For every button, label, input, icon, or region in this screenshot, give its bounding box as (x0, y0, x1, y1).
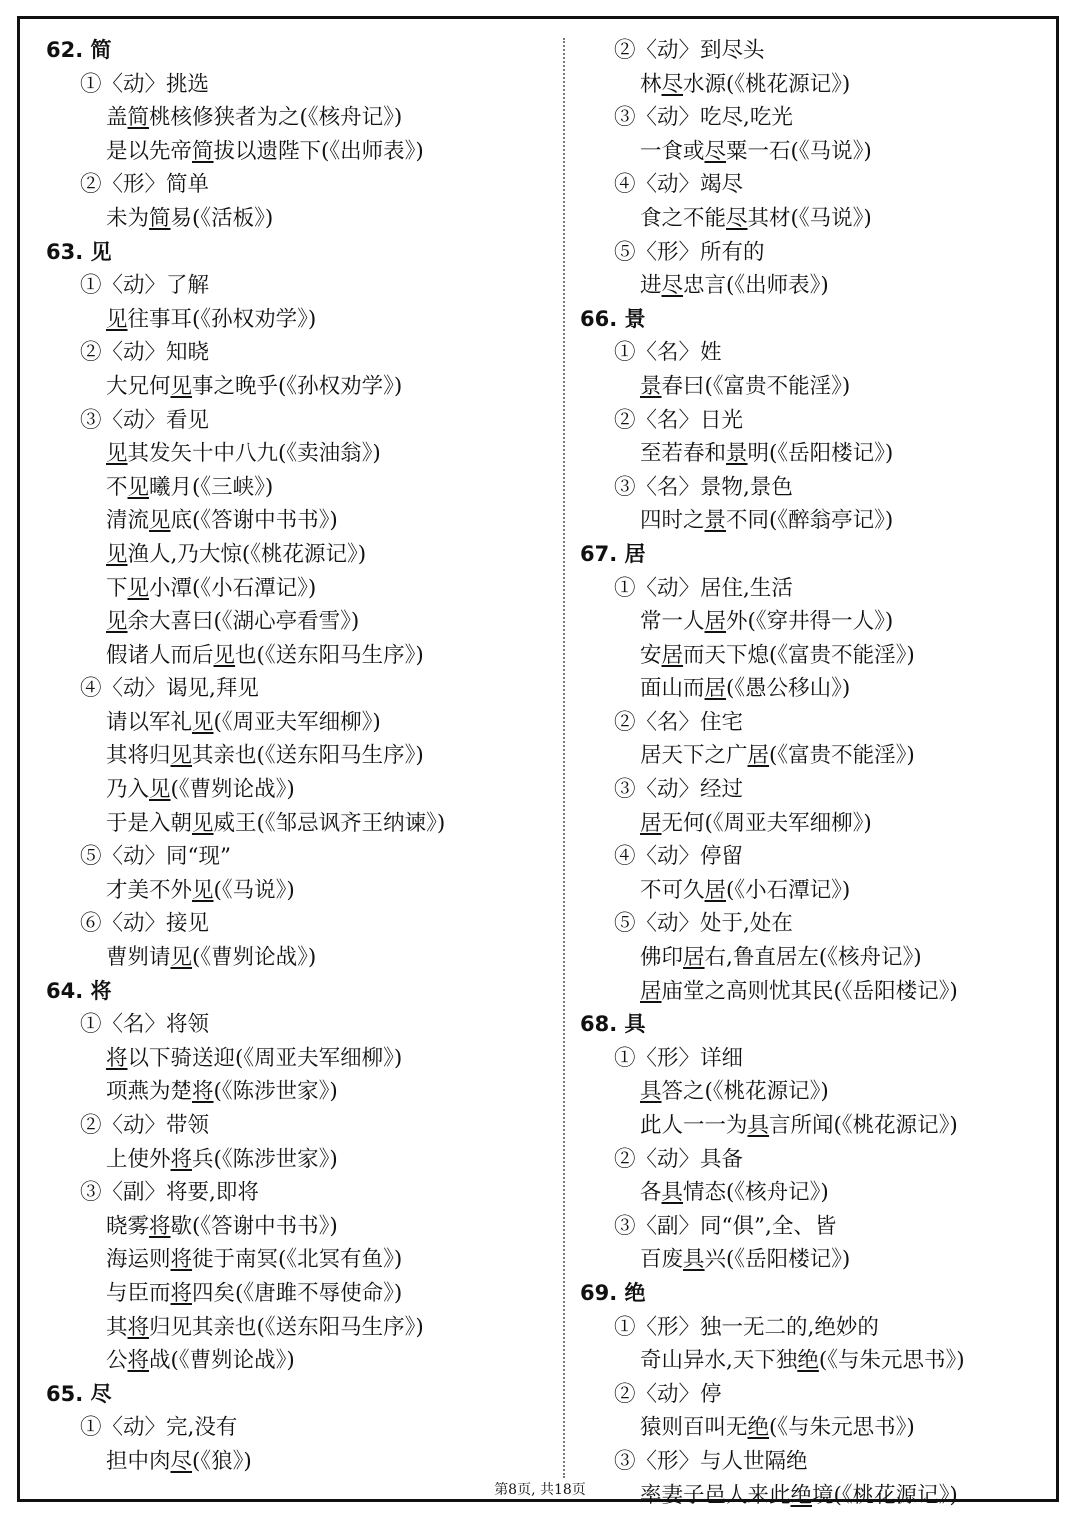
underlined-keyword: 具 (661, 1180, 684, 1206)
example-pre: 其将归 (106, 743, 171, 769)
underlined-keyword: 见 (170, 743, 193, 769)
underlined-keyword: 将 (149, 1213, 171, 1239)
underlined-keyword: 绝 (747, 1415, 770, 1441)
sense-line: ④〈动〉竭尽 (614, 172, 744, 198)
example-pre: 公 (106, 1348, 128, 1374)
example-pre: 盖 (106, 105, 128, 131)
example-post: (《与朱元思书》) (769, 1415, 915, 1441)
underlined-keyword: 见 (149, 508, 171, 534)
example-post: 小潭(《小石潭记》) (149, 575, 317, 601)
example-sentence (46, 1445, 546, 1479)
underlined-keyword: 将 (170, 1280, 193, 1306)
example-pre: 曹刿请 (106, 945, 171, 971)
example-sentence (580, 1243, 1050, 1277)
example-post: (《狼》) (192, 1448, 252, 1474)
example-pre: 于是入朝 (106, 810, 193, 836)
example-post: 忠言(《出师表》) (683, 273, 829, 299)
sense-line: ①〈形〉详细 (614, 1045, 744, 1071)
sense-line: ①〈动〉居住,生活 (614, 575, 793, 601)
example-sentence (46, 941, 546, 975)
example-pre: 四时之 (640, 508, 705, 534)
underlined-keyword: 见 (170, 945, 193, 971)
example-sentence (46, 1210, 546, 1244)
example-post: 战(《曹刿论战》) (149, 1348, 295, 1374)
example-post: 言所闻(《桃花源记》) (769, 1113, 958, 1138)
example-post: 底(《答谢中书书》) (170, 508, 338, 534)
entry-heading: 63. 见 (46, 239, 112, 264)
underlined-keyword: 居 (704, 676, 727, 702)
example-pre: 担中肉 (106, 1448, 171, 1474)
example-sentence (46, 471, 546, 505)
example-sentence (46, 303, 546, 337)
example-post: 渔人,乃大惊(《桃花源记》) (127, 541, 367, 567)
underlined-keyword: 见 (106, 441, 128, 467)
entry-heading: 64. 将 (46, 978, 112, 1003)
example-pre: 居天下之广 (640, 743, 748, 769)
example-post: (《与朱元思书》) (818, 1348, 965, 1374)
underlined-keyword: 居 (747, 743, 770, 769)
sense-line: ⑥〈动〉接见 (80, 911, 210, 937)
entry-heading: 67. 居 (580, 541, 646, 566)
example-sentence (580, 437, 1050, 471)
sense-line: ①〈动〉了解 (80, 273, 210, 299)
example-sentence (580, 1075, 1050, 1109)
example-post: (《愚公移山》) (726, 676, 851, 702)
example-pre: 才美不外 (106, 877, 193, 903)
sense-line: ③〈动〉看见 (80, 407, 210, 433)
underlined-keyword: 绝 (790, 1482, 813, 1508)
underlined-keyword: 具 (747, 1113, 770, 1138)
example-pre: 佛印 (640, 945, 684, 971)
sense-line: ⑤〈动〉处于,处在 (614, 911, 793, 937)
example-sentence (580, 202, 1050, 236)
example-sentence (46, 1344, 546, 1378)
example-post: 事之晚乎(《孙权劝学》) (192, 373, 403, 399)
underlined-keyword: 见 (192, 877, 214, 903)
example-post: 桃核修狭者为之(《核舟记》) (149, 105, 403, 131)
underlined-keyword: 见 (127, 575, 150, 601)
example-post: 不同(《醉翁亭记》) (726, 508, 894, 534)
underlined-keyword: 将 (170, 1247, 193, 1273)
column-divider (563, 38, 565, 1478)
example-post: 曦月(《三峡》) (149, 474, 274, 500)
underlined-keyword: 将 (106, 1045, 128, 1071)
example-post: 答之(《桃花源记》) (661, 1079, 829, 1105)
example-sentence (46, 739, 546, 773)
example-post: (《曹刿论战》) (192, 945, 317, 971)
example-post: 徙于南冥(《北冥有鱼》) (192, 1247, 403, 1273)
underlined-keyword: 将 (170, 1146, 193, 1172)
example-sentence (580, 874, 1050, 908)
entry-heading: 69. 绝 (580, 1280, 646, 1305)
example-pre: 常一人 (640, 609, 705, 635)
underlined-keyword: 见 (149, 777, 171, 803)
example-post: 归见其亲也(《送东阳马生序》) (149, 1314, 424, 1340)
example-sentence (580, 941, 1050, 975)
example-sentence (580, 605, 1050, 639)
underlined-keyword: 绝 (797, 1348, 819, 1374)
example-sentence (46, 1277, 546, 1311)
example-pre: 面山而 (640, 676, 705, 702)
example-sentence (46, 437, 546, 471)
underlined-keyword: 见 (106, 609, 128, 635)
example-post: (《曹刿论战》) (170, 777, 295, 803)
sense-line: ⑤〈形〉所有的 (614, 239, 765, 265)
underlined-keyword: 尽 (704, 138, 727, 164)
example-post: 兴(《岳阳楼记》) (704, 1247, 851, 1273)
underlined-keyword: 具 (683, 1247, 705, 1273)
sense-line: ①〈名〉姓 (614, 340, 722, 366)
example-sentence (46, 135, 546, 169)
example-post: 以下骑送迎(《周亚夫军细柳》) (127, 1045, 403, 1071)
example-sentence (46, 1311, 546, 1345)
example-pre: 率妻子邑人来此 (640, 1482, 791, 1508)
underlined-keyword: 简 (127, 105, 150, 131)
example-post: 歇(《答谢中书书》) (170, 1213, 338, 1239)
example-sentence (580, 504, 1050, 538)
example-post: 粟一石(《马说》) (726, 138, 872, 164)
sense-line: ①〈动〉挑选 (80, 71, 210, 97)
example-pre: 此人一一为 (640, 1113, 748, 1138)
example-sentence (46, 773, 546, 807)
entry-heading: 66. 景 (580, 306, 646, 331)
example-pre: 不 (106, 474, 128, 500)
underlined-keyword: 简 (192, 138, 214, 164)
example-post: 威王(《邹忌讽齐王纳谏》) (213, 810, 446, 836)
example-pre: 清流 (106, 508, 150, 534)
example-post: 也(《送东阳马生序》) (235, 642, 424, 668)
example-post: (《陈涉世家》) (213, 1079, 338, 1105)
underlined-keyword: 尽 (170, 1448, 193, 1474)
example-sentence (46, 202, 546, 236)
example-post: 右,鲁直居左(《核舟记》) (704, 945, 922, 971)
underlined-keyword: 见 (170, 373, 193, 399)
underlined-keyword: 居 (640, 810, 662, 836)
example-post: (《小石潭记》) (726, 877, 851, 903)
entry-heading: 62. 简 (46, 38, 112, 62)
example-sentence (580, 269, 1050, 303)
sense-line: ⑤〈动〉同“现” (80, 844, 231, 870)
example-pre: 不可久 (640, 877, 705, 903)
sense-line: ②〈动〉知晓 (80, 340, 210, 366)
sense-line: ④〈动〉停留 (614, 844, 744, 870)
sense-line: ③〈副〉同“俱”,全、皆 (614, 1213, 837, 1239)
example-pre: 项燕为楚 (106, 1079, 193, 1105)
example-sentence (46, 1042, 546, 1076)
example-sentence (580, 1109, 1050, 1143)
example-sentence (46, 538, 546, 572)
underlined-keyword: 将 (192, 1079, 214, 1105)
example-pre: 一食或 (640, 138, 705, 164)
example-sentence (580, 639, 1050, 673)
underlined-keyword: 见 (127, 474, 150, 500)
sense-line: ②〈动〉具备 (614, 1146, 744, 1172)
right-column (580, 34, 1050, 1512)
underlined-keyword: 见 (213, 642, 236, 668)
example-sentence (46, 807, 546, 841)
example-pre: 进 (640, 273, 662, 299)
example-pre: 至若春和 (640, 441, 727, 467)
example-pre: 乃入 (106, 777, 150, 803)
example-sentence (46, 1243, 546, 1277)
underlined-keyword: 将 (127, 1348, 150, 1374)
entry-heading: 65. 尽 (46, 1381, 112, 1406)
example-post: 而天下熄(《富贵不能淫》) (683, 642, 915, 668)
example-pre: 其 (106, 1314, 128, 1340)
sense-line: ②〈动〉带领 (80, 1113, 210, 1138)
underlined-keyword: 景 (640, 373, 662, 399)
example-sentence (46, 706, 546, 740)
example-pre: 林 (640, 71, 662, 97)
example-post: (《马说》) (213, 877, 295, 903)
example-pre: 请以军礼 (106, 709, 193, 735)
underlined-keyword: 将 (127, 1314, 150, 1340)
sense-line: ③〈动〉吃尽,吃光 (614, 105, 793, 131)
example-sentence (580, 68, 1050, 102)
left-column (46, 34, 546, 1479)
example-post: (《富贵不能淫》) (769, 743, 915, 769)
sense-line: ②〈动〉到尽头 (614, 38, 765, 63)
underlined-keyword: 尽 (661, 71, 684, 97)
sense-line: ③〈副〉将要,即将 (80, 1180, 259, 1206)
underlined-keyword: 居 (640, 978, 662, 1004)
example-pre: 百废 (640, 1247, 684, 1273)
example-sentence (580, 1344, 1050, 1378)
example-sentence (580, 370, 1050, 404)
example-post: 境(《桃花源记》) (812, 1482, 958, 1508)
example-sentence (46, 572, 546, 606)
example-sentence (46, 370, 546, 404)
underlined-keyword: 见 (192, 709, 214, 735)
example-sentence (46, 605, 546, 639)
example-sentence (580, 739, 1050, 773)
example-post: 其材(《马说》) (747, 205, 872, 231)
example-pre: 与臣而 (106, 1280, 171, 1306)
sense-line: ①〈动〉完,没有 (80, 1415, 238, 1441)
example-sentence (46, 874, 546, 908)
example-pre: 是以先帝 (106, 138, 193, 164)
sense-line: ②〈形〉简单 (80, 172, 210, 198)
example-post: (《周亚夫军细柳》) (213, 709, 381, 735)
example-pre: 假诸人而后 (106, 642, 214, 668)
example-post: 其亲也(《送东阳马生序》) (192, 743, 424, 769)
underlined-keyword: 见 (106, 541, 128, 567)
example-sentence (46, 1075, 546, 1109)
example-sentence (46, 504, 546, 538)
example-pre: 食之不能 (640, 205, 727, 231)
example-sentence (580, 672, 1050, 706)
example-post: 四矣(《唐雎不辱使命》) (192, 1280, 403, 1306)
underlined-keyword: 居 (661, 642, 684, 668)
sense-line: ②〈动〉停 (614, 1381, 722, 1407)
entry-heading: 68. 具 (580, 1012, 646, 1037)
example-pre: 猿则百叫无 (640, 1415, 748, 1441)
underlined-keyword: 简 (149, 205, 171, 231)
example-post: 春曰(《富贵不能淫》) (661, 373, 851, 399)
underlined-keyword: 具 (640, 1079, 662, 1105)
example-pre: 海运则 (106, 1247, 171, 1273)
sense-line: ②〈名〉住宅 (614, 709, 744, 735)
example-pre: 各 (640, 1180, 662, 1206)
example-sentence (580, 807, 1050, 841)
sense-line: ①〈名〉将领 (80, 1012, 210, 1038)
example-pre: 未为 (106, 205, 150, 231)
example-post: 易(《活板》) (170, 205, 274, 231)
sense-line: ①〈形〉独一无二的,绝妙的 (614, 1314, 879, 1340)
example-post: 往事耳(《孙权劝学》) (127, 306, 317, 332)
underlined-keyword: 尽 (726, 205, 748, 231)
example-sentence (46, 639, 546, 673)
example-sentence (46, 1143, 546, 1177)
example-post: 外(《穿井得一人》) (726, 609, 894, 635)
example-post: 余大喜曰(《湖心亭看雪》) (127, 609, 360, 635)
example-pre: 上使外 (106, 1146, 171, 1172)
example-sentence (580, 135, 1050, 169)
example-post: 情态(《核舟记》) (683, 1180, 829, 1206)
sense-line: ③〈动〉经过 (614, 777, 744, 803)
underlined-keyword: 见 (106, 306, 128, 332)
example-post: 兵(《陈涉世家》) (192, 1146, 338, 1172)
example-post: 水源(《桃花源记》) (683, 71, 851, 97)
underlined-keyword: 见 (192, 810, 214, 836)
example-pre: 晓雾 (106, 1213, 150, 1239)
page-footer: 第8页, 共18页 (494, 1482, 586, 1498)
example-sentence (580, 975, 1050, 1009)
sense-line: ③〈名〉景物,景色 (614, 474, 793, 500)
example-pre: 奇山异水,天下独 (640, 1348, 798, 1374)
underlined-keyword: 景 (704, 508, 727, 534)
example-post: 庙堂之高则忧其民(《岳阳楼记》) (661, 978, 958, 1004)
example-pre: 安 (640, 642, 662, 668)
sense-line: ②〈名〉日光 (614, 407, 744, 433)
underlined-keyword: 尽 (661, 273, 684, 299)
example-post: 无何(《周亚夫军细柳》) (661, 810, 872, 836)
underlined-keyword: 居 (683, 945, 705, 971)
example-sentence (580, 1176, 1050, 1210)
example-post: 其发矢十中八九(《卖油翁》) (127, 441, 381, 467)
example-pre: 大兄何 (106, 373, 171, 399)
example-pre: 下 (106, 575, 128, 601)
sense-line: ③〈形〉与人世隔绝 (614, 1448, 808, 1474)
example-post: 拔以遗陛下(《出师表》) (213, 138, 424, 164)
example-post: 明(《岳阳楼记》) (747, 441, 894, 467)
sense-line: ④〈动〉谒见,拜见 (80, 676, 259, 702)
example-sentence (580, 1411, 1050, 1445)
underlined-keyword: 居 (704, 877, 727, 903)
underlined-keyword: 居 (704, 609, 727, 635)
example-sentence (46, 101, 546, 135)
underlined-keyword: 景 (726, 441, 748, 467)
